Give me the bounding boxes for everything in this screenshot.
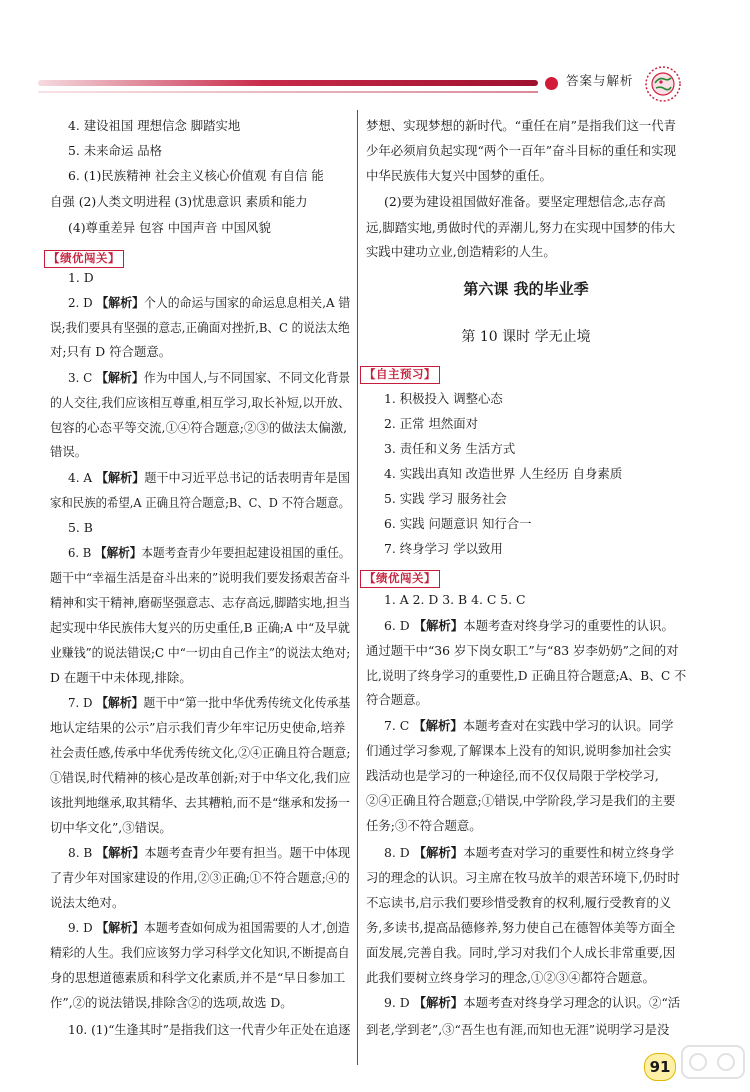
line-text: 任务;③不符合题意。	[366, 818, 482, 833]
text-line	[68, 547, 350, 559]
globe-logo-icon	[641, 62, 685, 106]
column-divider	[357, 110, 358, 1065]
text-line	[50, 196, 308, 208]
answer-prefix: 4. A	[68, 470, 96, 485]
line-text: 此我们要树立终身学习的理念,①②③④都符合题意。	[366, 970, 655, 985]
line-text: 本题考查如何成为祖国需要的人才,创造	[143, 920, 350, 935]
answer-prefix: 8. D	[384, 845, 414, 860]
line-text: 们通过学习参观,了解课本上没有的知识,说明参加社会实	[366, 743, 672, 758]
line-text: (4)尊重差异 包容 中国声音 中国风貌	[68, 220, 271, 235]
text-line	[384, 997, 680, 1009]
text-line	[384, 393, 503, 405]
line-text: 不忘读书,启示我们要珍惜受教育的权利,履行受教育的义	[366, 895, 672, 910]
line-text: (2)要为建设祖国做好准备。要坚定理想信念,志存高	[384, 194, 666, 209]
text-line	[50, 622, 350, 634]
text-line	[366, 820, 482, 832]
line-text: 实践中建功立业,创造精彩的人生。	[366, 244, 556, 259]
line-text: 本题考查青少年要有担当。题干中体现	[144, 845, 351, 860]
line-text: 1. A 2. D 3. B 4. C 5. C	[384, 592, 526, 607]
analysis-label: 【解析】	[96, 370, 144, 385]
text-line	[68, 272, 94, 284]
line-text: 家和民族的希望,A 正确且符合题意;B、C、D 不符合题意。	[50, 495, 350, 510]
text-line	[50, 772, 350, 784]
line-text: 梦想、实现梦想的新时代。“重任在肩”是指我们这一代青	[366, 118, 677, 133]
line-text: 务,多读书,提高品德修养,努力使自己在德智体美等方面全	[366, 920, 676, 935]
line-text: 本题考查对终身学习理念的认识。②“活	[463, 995, 681, 1010]
analysis-label: 【解析】	[96, 695, 144, 710]
line-text: 自强 (2)人类文明进程 (3)忧患意识 素质和能力	[50, 194, 308, 209]
line-text: 本题考查青少年要担起建设祖国的重任。	[141, 545, 351, 560]
text-line	[366, 120, 676, 132]
text-line	[50, 822, 172, 834]
analysis-label: 【解析】	[413, 618, 464, 633]
text-line	[50, 497, 350, 509]
line-text: D 在题干中未体现,排除。	[50, 670, 192, 685]
text-line	[50, 346, 171, 358]
text-line	[68, 472, 350, 484]
line-text: 的人交往,我们应该相互尊重,相互学习,取长补短,以开放、	[50, 395, 350, 410]
text-line	[68, 222, 271, 234]
text-line	[384, 518, 532, 530]
text-line	[366, 645, 679, 657]
text-line	[68, 1024, 350, 1036]
lesson-subtitle: 第 10 课时 学无止境	[461, 329, 591, 345]
section-tag: 【自主预习】	[360, 366, 440, 384]
analysis-label: 【解析】	[413, 845, 464, 860]
line-text: 符合题意。	[366, 692, 428, 707]
text-line	[68, 697, 350, 709]
header-rule-thick	[38, 80, 538, 86]
text-line	[384, 620, 674, 632]
line-text: 包容的心态平等交流,①④符合题意;②③的做法太偏激,	[50, 420, 348, 435]
line-text: ①错误,时代精神的核心是改革创新;对于中华文化,我们应	[50, 770, 351, 785]
text-line	[366, 1024, 669, 1036]
text-line	[50, 647, 350, 659]
line-text: 习的理念的认识。习主席在牧马放羊的艰苦环境下,仍时时	[366, 870, 680, 885]
text-line	[50, 672, 192, 684]
line-text: 10. (1)“生逢其时”是指我们这一代青少年正处在追逐	[68, 1022, 351, 1037]
text-line	[384, 543, 503, 555]
line-text: 3. 责任和义务 生活方式	[384, 441, 516, 456]
lesson-title: 第六课 我的毕业季	[463, 280, 589, 298]
line-text: 5. 实践 学习 服务社会	[384, 491, 507, 506]
text-line	[50, 897, 124, 909]
text-line	[50, 322, 350, 334]
text-line	[50, 797, 350, 809]
text-line	[384, 418, 478, 430]
text-line	[68, 170, 324, 182]
text-line	[366, 872, 680, 884]
text-line	[68, 522, 93, 534]
line-text: 5. 未来命运 品格	[68, 143, 163, 158]
line-text: 个人的命运与国家的命运息息相关,A 错	[143, 295, 351, 310]
text-line	[366, 972, 655, 984]
text-line	[366, 745, 671, 757]
analysis-label: 【解析】	[96, 845, 145, 860]
line-text: 题干中“第一批中华优秀传统文化传承基	[143, 695, 351, 710]
line-text: 说法太绝对。	[50, 895, 125, 910]
line-text: ②④正确且符合题意;①错误,中学阶段,学习是我们的主要	[366, 793, 676, 808]
text-line	[68, 120, 240, 132]
text-line	[384, 493, 507, 505]
line-text: 作”,②的说法错误,排除含②的选项,故选 D。	[50, 995, 293, 1010]
header-rule-thin	[38, 91, 538, 93]
line-text: 对;只有 D 符合题意。	[50, 344, 172, 359]
line-text: 精神和实干精神,磨砺坚强意志、志存高远,脚踏实地,担当	[50, 595, 351, 610]
text-line	[384, 847, 674, 859]
text-line	[50, 597, 350, 609]
text-line	[384, 720, 673, 732]
line-text: 该批判地继承,取其精华、去其糟粕,而不是“继承和发扬一	[50, 795, 350, 810]
text-line	[366, 770, 659, 782]
analysis-label: 【解析】	[96, 295, 144, 310]
answer-prefix: 9. D	[68, 920, 97, 935]
line-text: 6. (1)民族精神 社会主义核心价值观 有自信 能	[68, 168, 324, 183]
line-text: 4. 实践出真知 改造世界 人生经历 自身素质	[384, 466, 623, 481]
line-text: 题干中“幸福生活是奋斗出来的”说明我们要发扬艰苦奋斗	[50, 570, 351, 585]
line-text: 题干中习近平总书记的话表明青年是国	[144, 470, 350, 485]
text-line	[366, 694, 428, 706]
line-text: 起实现中华民族伟大复兴的历史重任,B 正确;A 中“及早就	[50, 620, 350, 635]
line-text: 切中华文化”,③错误。	[50, 820, 172, 835]
text-line	[50, 872, 350, 884]
line-text: 地认定结果的公示”启示我们青少年牢记历史使命,培养	[50, 720, 346, 735]
line-text: 精彩的人生。我们应该努力学习科学文化知识,不断提高自	[50, 945, 350, 960]
answer-prefix: 6. D	[384, 618, 414, 633]
watermark-logo-icon	[680, 1038, 746, 1088]
line-text: 4. 建设祖国 理想信念 脚踏实地	[68, 118, 241, 133]
line-text: 通过题干中“36 岁下岗女职工”与“83 岁李奶奶”之间的对	[366, 643, 679, 658]
line-text: 了青少年对国家建设的作用,②③正确;①不符合题意;④的	[50, 870, 350, 885]
page-header	[0, 0, 750, 110]
line-text: 到老,学到老”,③“吾生也有涯,而知也无涯”说明学习是没	[366, 1022, 670, 1037]
line-text: 1. D	[68, 270, 94, 285]
header-title: 答案与解析	[566, 73, 634, 88]
text-line	[68, 847, 350, 859]
text-line	[366, 246, 556, 258]
answer-prefix: 7. C	[384, 718, 414, 733]
page-number: 91	[644, 1053, 676, 1081]
analysis-label: 【解析】	[95, 470, 145, 485]
text-line	[366, 145, 676, 157]
text-line	[68, 372, 350, 384]
line-text: 身的思想道德素质和科学文化素质,并不是“早日参加工	[50, 970, 346, 985]
line-text: 面发展,完善自我。同时,学习对我们个人成长非常重要,因	[366, 945, 676, 960]
text-line	[68, 297, 350, 309]
line-text: 少年必须肩负起实现“两个一百年”奋斗目标的重任和实现	[366, 143, 677, 158]
line-text: 社会责任感,传承中华优秀传统文化,②④正确且符合题意;	[50, 745, 351, 760]
section-tag: 【绩优闯关】	[360, 570, 440, 588]
analysis-label: 【解析】	[413, 718, 463, 733]
line-text: 误;我们要具有坚强的意志,正确面对挫折,B、C 的说法太绝	[50, 320, 350, 335]
text-line	[366, 795, 675, 807]
line-text: 本题考查对学习的重要性和树立终身学	[463, 845, 674, 860]
answer-prefix: 2. D	[68, 295, 97, 310]
text-line	[366, 947, 675, 959]
line-text: 6. 实践 问题意识 知行合一	[384, 516, 532, 531]
text-line	[384, 196, 666, 208]
line-text: 7. 终身学习 学以致用	[384, 541, 503, 556]
text-line	[384, 594, 526, 606]
header-bullet-dot	[545, 77, 558, 90]
line-text: 比,说明了终身学习的重要性,D 正确且符合题意;A、B、C 不	[366, 668, 687, 683]
text-line	[50, 397, 350, 409]
text-line	[50, 997, 293, 1009]
text-line	[384, 468, 622, 480]
answer-prefix: 6. B	[68, 545, 95, 560]
text-line	[384, 443, 515, 455]
answer-prefix: 9. D	[384, 995, 414, 1010]
section-tag: 【绩优闯关】	[44, 250, 124, 268]
text-line	[366, 897, 671, 909]
text-line	[68, 145, 162, 157]
text-line	[50, 747, 350, 759]
text-line	[50, 572, 350, 584]
analysis-label: 【解析】	[94, 545, 142, 560]
line-text: 2. 正常 坦然面对	[384, 416, 479, 431]
line-text: 本题考查对在实践中学习的认识。同学	[462, 718, 674, 733]
line-text: 践活动也是学习的一种途径,而不仅仅局限于学校学习,	[366, 768, 659, 783]
text-line	[50, 947, 350, 959]
line-text: 5. B	[68, 520, 93, 535]
line-text: 中华民族伟大复兴中国梦的重任。	[366, 168, 552, 183]
analysis-label: 【解析】	[96, 920, 144, 935]
answer-prefix: 3. C	[68, 370, 97, 385]
line-text: 业赚钱”的说法错误;C 中“一切由自己作主”的说法太绝对;	[50, 645, 351, 660]
answer-prefix: 7. D	[68, 695, 97, 710]
text-line	[366, 670, 686, 682]
text-line	[366, 922, 675, 934]
text-line	[366, 222, 675, 234]
line-text: 1. 积极投入 调整心态	[384, 391, 503, 406]
text-line	[50, 972, 345, 984]
text-line	[366, 170, 552, 182]
answer-prefix: 8. B	[68, 845, 97, 860]
line-text: 作为中国人,与不同国家、不同文化背景	[143, 370, 351, 385]
text-line	[50, 422, 347, 434]
text-line	[68, 922, 350, 934]
line-text: 本题考查对终身学习的重要性的认识。	[463, 618, 674, 633]
text-line	[50, 722, 345, 734]
analysis-label: 【解析】	[413, 995, 464, 1010]
text-line	[50, 446, 87, 458]
line-text: 错误。	[50, 444, 88, 459]
line-text: 远,脚踏实地,勇做时代的弄潮儿,努力在实现中国梦的伟大	[366, 220, 676, 235]
